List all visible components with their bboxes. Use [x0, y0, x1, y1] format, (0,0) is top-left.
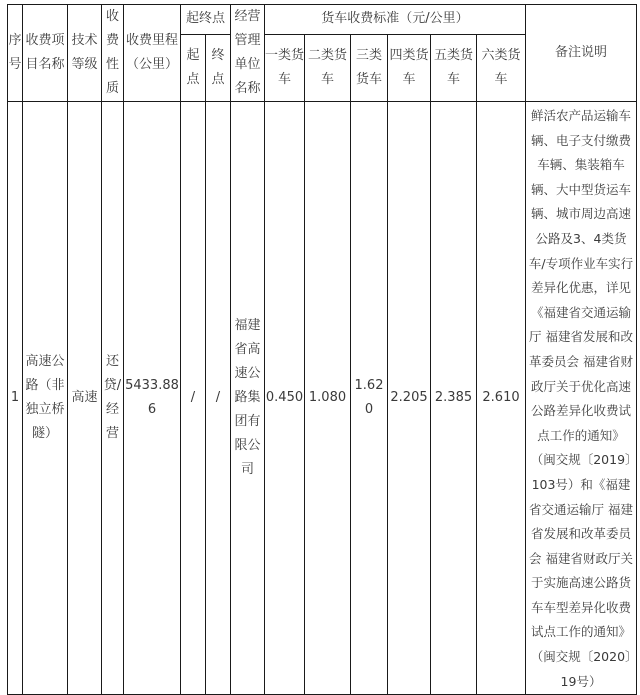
- cell-management-unit: 福建省高速公路集团有限公司: [231, 102, 265, 695]
- header-class1: 一类货车: [265, 34, 305, 101]
- cell-tech-grade: 高速: [68, 102, 102, 695]
- header-toll-nature: 收费性质: [102, 5, 124, 102]
- header-project-name: 收费项目名称: [23, 5, 68, 102]
- header-class3: 三类货车: [351, 34, 388, 101]
- header-row-1: [8, 5, 637, 35]
- cell-class4: 2.205: [388, 102, 431, 695]
- cell-end: /: [206, 102, 231, 695]
- cell-class6: 2.610: [477, 102, 526, 695]
- header-class4: 四类货车: [388, 34, 431, 101]
- header-remarks: 备注说明: [526, 5, 637, 102]
- cell-class2: 1.080: [305, 102, 351, 695]
- cell-start: /: [181, 102, 206, 695]
- header-class5: 五类货车: [431, 34, 477, 101]
- cell-toll-nature: 还贷/经营: [102, 102, 124, 695]
- header-class2: 二类货车: [305, 34, 351, 101]
- header-management-unit: 经营管理单位名称: [231, 5, 265, 102]
- cell-toll-mileage: 5433.886: [124, 102, 181, 695]
- header-seq: 序号: [8, 5, 23, 102]
- cell-seq: 1: [8, 102, 23, 695]
- cell-class3: 1.620: [351, 102, 388, 695]
- header-class6: 六类货车: [477, 34, 526, 101]
- cell-class1: 0.450: [265, 102, 305, 695]
- header-toll-mileage: 收费里程（公里）: [124, 5, 181, 102]
- header-tech-grade: 技术等级: [68, 5, 102, 102]
- cell-project-name: 高速公路（非独立桥隧）: [23, 102, 68, 695]
- cell-remarks: 鲜活农产品运输车辆、电子支付缴费车辆、集装箱车辆、大中型货运车辆、城市周边高速公路及3、4类货车/专项作业车实行差异化优惠，详见《福建省交通运输厅 福建省发展和改革委员会 福建省财政厅关于优化高速公路差异化收费试点工作的通知》（闽交规〔2019〕103号）和《福建省交通运输厅 福建省发展和改革委员会 福建省财政厅关于实施高速公路货车车型差异化收费试点工作的通知》（闽交规〔2020〕19号）: [526, 102, 637, 695]
- header-truck-fee-group: 货车收费标准（元/公里）: [265, 5, 526, 35]
- header-start: 起点: [181, 34, 206, 101]
- cell-class5: 2.385: [431, 102, 477, 695]
- toll-standard-table: [7, 4, 637, 695]
- header-start-end-group: 起终点: [181, 5, 231, 35]
- header-end: 终点: [206, 34, 231, 101]
- table-row: [8, 102, 637, 695]
